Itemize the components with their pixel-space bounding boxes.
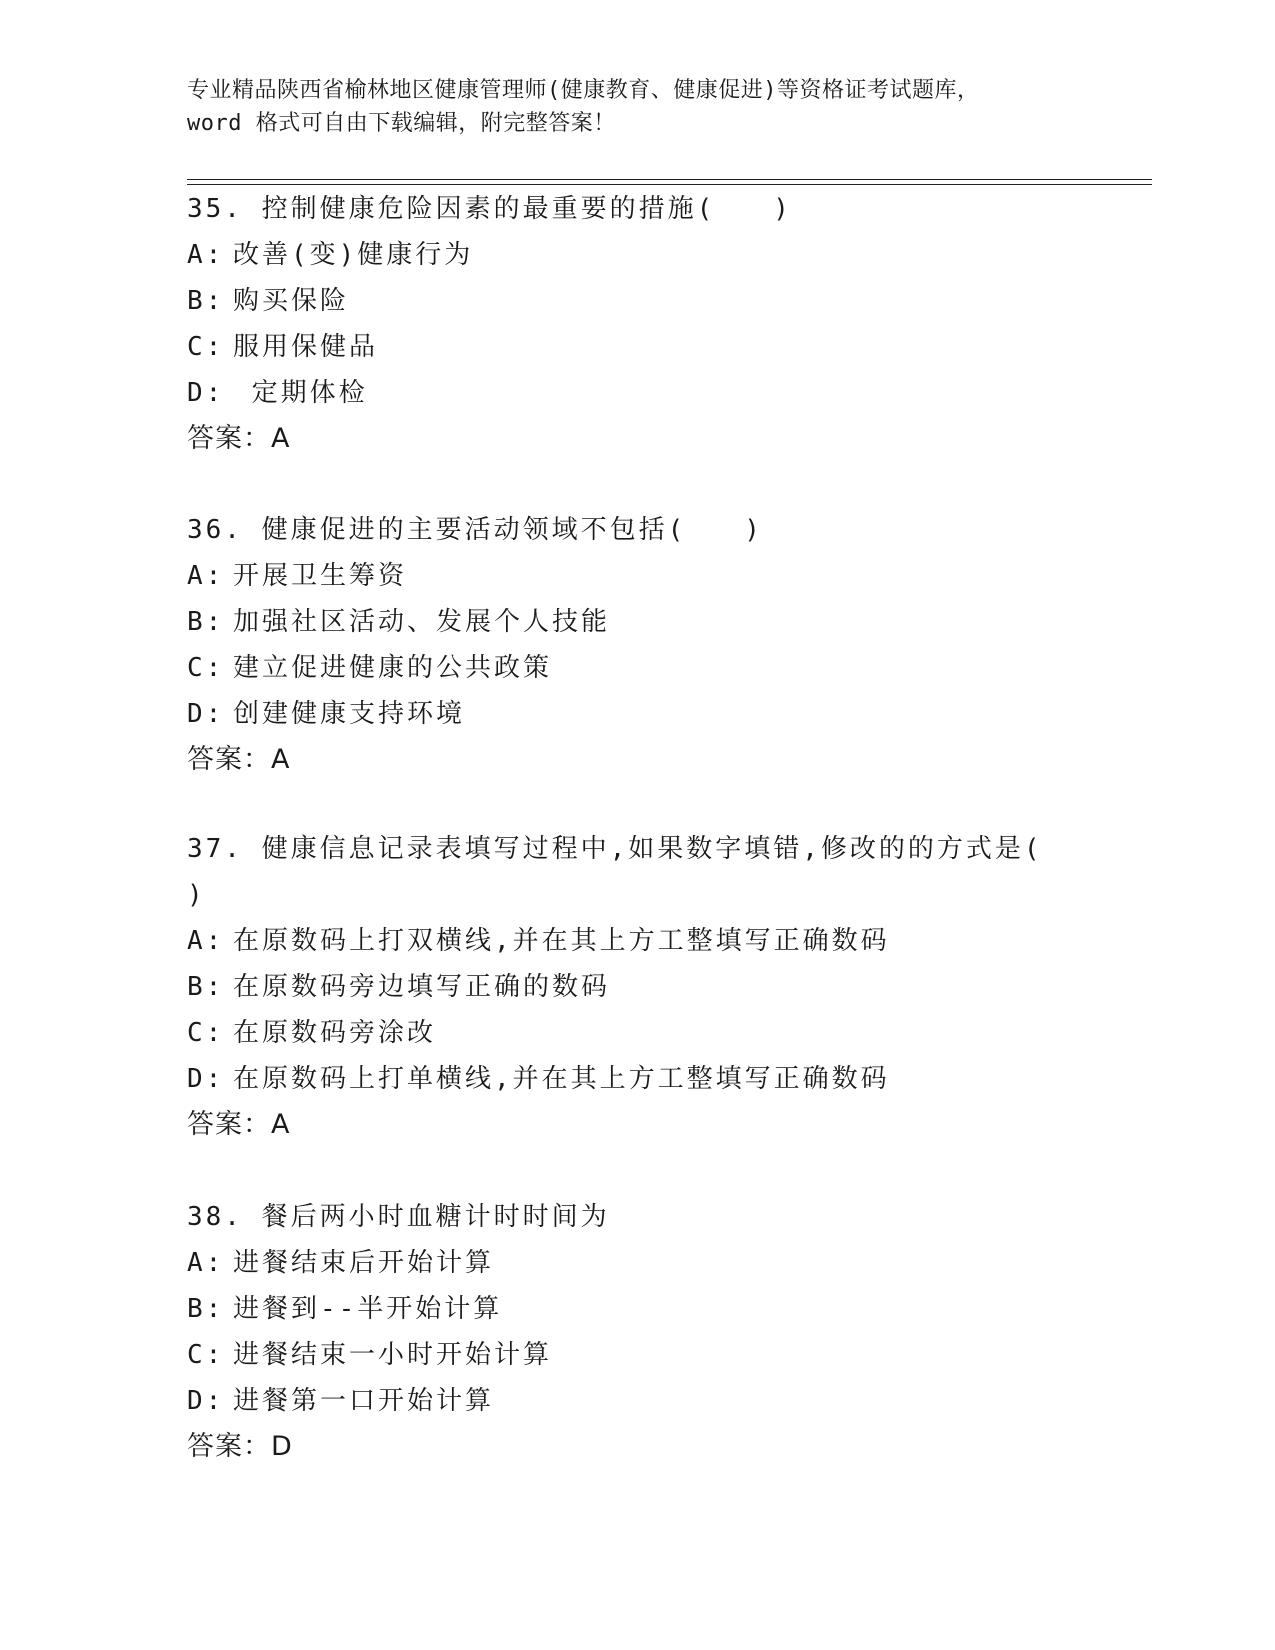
answer-line: 答案：D: [187, 1431, 293, 1462]
header-divider-bottom: [187, 184, 1152, 185]
option-letter: C:: [187, 1340, 225, 1370]
option-c: [187, 645, 1087, 691]
question-stem: [187, 507, 1087, 553]
question-number: 37.: [187, 834, 243, 864]
option-text: 开展卫生筹资: [233, 561, 408, 591]
answer-line: 答案：A: [187, 744, 291, 775]
question-number: 36.: [187, 515, 243, 545]
option-text: 购买保险: [233, 286, 350, 316]
option-a: [187, 553, 1087, 599]
option-d: [187, 370, 1087, 416]
option-letter: D:: [187, 1386, 225, 1416]
question-number: 38.: [187, 1202, 243, 1232]
option-c: [187, 1332, 1087, 1378]
option-a: [187, 1240, 1087, 1286]
option-letter: D:: [187, 1064, 225, 1094]
option-d: [187, 1056, 1087, 1102]
question-36: [187, 507, 1087, 783]
question-number: 35.: [187, 194, 243, 224]
option-letter: B:: [187, 607, 225, 637]
document-header: [187, 74, 1087, 140]
question-text: 健康促进的主要活动领域不包括( ): [261, 515, 763, 545]
option-text: 在原数码旁涂改: [233, 1018, 437, 1048]
option-d: [187, 1378, 1087, 1424]
question-35: [187, 186, 1087, 462]
header-divider-top: [187, 179, 1152, 180]
header-line-1: 专业精品陕西省榆林地区健康管理师(健康教育、健康促进)等资格证考试题库，: [187, 78, 980, 103]
question-stem: [187, 1194, 1087, 1240]
option-letter: A:: [187, 240, 225, 270]
option-text: 定期体检: [233, 378, 368, 408]
option-text: 在原数码上打单横线,并在其上方工整填写正确数码: [233, 1064, 890, 1094]
option-b: [187, 964, 1087, 1010]
answer-line: 答案：A: [187, 423, 291, 454]
option-b: [187, 278, 1087, 324]
option-text: 建立促进健康的公共政策: [233, 653, 553, 683]
question-text: 健康信息记录表填写过程中,如果数字填错,修改的的方式是(: [261, 834, 1043, 864]
question-text: 餐后两小时血糖计时时间为: [261, 1202, 610, 1232]
option-letter: B:: [187, 1294, 225, 1324]
option-letter: A:: [187, 1248, 225, 1278]
option-letter: C:: [187, 332, 225, 362]
option-text: 进餐结束后开始计算: [233, 1248, 495, 1278]
option-text: 服用保健品: [233, 332, 379, 362]
option-a: [187, 918, 1087, 964]
option-letter: C:: [187, 1018, 225, 1048]
answer-line: 答案：A: [187, 1109, 291, 1140]
option-d: [187, 691, 1087, 737]
question-stem: [187, 826, 1087, 872]
question-38: [187, 1194, 1087, 1470]
option-letter: D:: [187, 378, 225, 408]
option-a: [187, 232, 1087, 278]
option-c: [187, 324, 1087, 370]
question-stem: [187, 186, 1087, 232]
option-text: 进餐第一口开始计算: [233, 1386, 495, 1416]
option-letter: D:: [187, 699, 225, 729]
option-text: 改善(变)健康行为: [233, 240, 474, 270]
question-text: 控制健康危险因素的最重要的措施( ): [261, 194, 792, 224]
option-letter: A:: [187, 561, 225, 591]
option-text: 创建健康支持环境: [233, 699, 466, 729]
option-b: [187, 1286, 1087, 1332]
option-letter: B:: [187, 286, 225, 316]
option-text: 在原数码旁边填写正确的数码: [233, 972, 611, 1002]
question-37: [187, 826, 1087, 1148]
question-stem-continued: ): [187, 880, 206, 910]
option-text: 进餐到--半开始计算: [233, 1294, 503, 1324]
option-text: 在原数码上打双横线,并在其上方工整填写正确数码: [233, 926, 890, 956]
option-letter: B:: [187, 972, 225, 1002]
option-text: 进餐结束一小时开始计算: [233, 1340, 553, 1370]
option-letter: C:: [187, 653, 225, 683]
option-text: 加强社区活动、发展个人技能: [233, 607, 611, 637]
header-line-2: word 格式可自由下载编辑，附完整答案！: [187, 111, 616, 136]
option-b: [187, 599, 1087, 645]
option-c: [187, 1010, 1087, 1056]
option-letter: A:: [187, 926, 225, 956]
